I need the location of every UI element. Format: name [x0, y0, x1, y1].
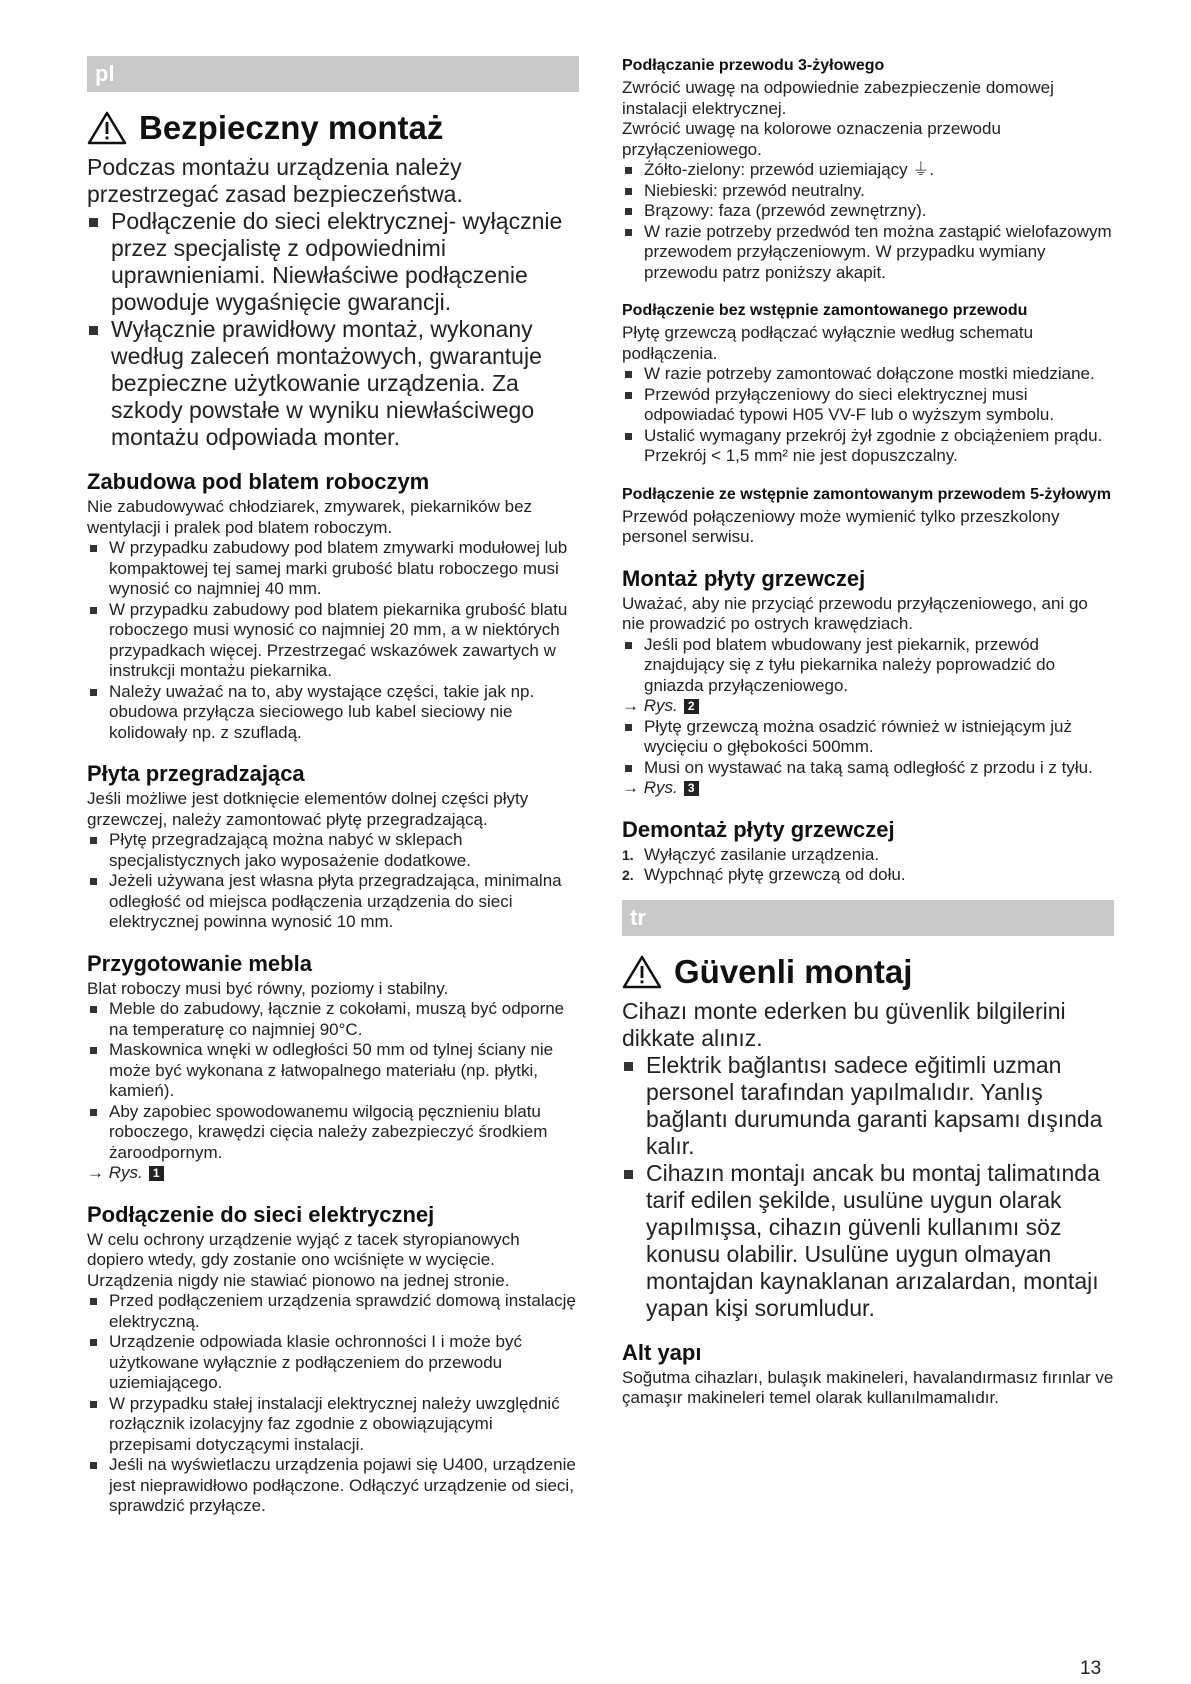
numbered-list [622, 845, 1114, 886]
heading-bez: Podłączenie bez wstępnie zamontowanego przewodu [622, 302, 1028, 319]
list-item: Urządzenie odpowiada klasie ochronności I i może być użytkowane wyłącznie z podłączeniem do przewodu uziemiającego. [87, 1332, 579, 1394]
step-text: Wypchnąć płytę grzewczą od dołu. [644, 865, 906, 884]
bullet-list [622, 160, 1114, 283]
intro-text: Podczas montażu urządzenia należy przestrzegać zasad bezpieczeństwa. [87, 154, 463, 207]
figure-number-badge: 1 [149, 1166, 164, 1181]
list-item: Płytę przegradzającą można nabyć w sklepach specjalistycznych jako wyposażenie dodatkowe. [87, 830, 579, 871]
step-number: 1. [622, 846, 634, 863]
bullet-list [622, 635, 1114, 697]
figure-number-badge: 3 [684, 781, 699, 796]
paragraph: W celu ochrony urządzenie wyjąć z tacek styropianowych dopiero wtedy, gdy zostanie ono wciśnięte w wycięcie. Urządzenia nigdy nie stawiać pionowo na jednej stronie. [87, 1229, 520, 1290]
language-bar-tr: tr [622, 900, 1114, 936]
paragraph: Jeśli możliwe jest dotknięcie elementów dolnej części płyty grzewczej, należy zamontować płytę przegradzającą. [87, 789, 529, 829]
paragraph: Płytę grzewczą podłączać wyłącznie według schematu podłączenia. [622, 323, 1034, 363]
section-title-tr [622, 952, 1114, 992]
list-item: Należy uważać na to, aby wystające części, takie jak np. obudowa przyłącza sieciowego lub kabel sieciowy nie kolidowały np. z szufladą. [87, 682, 579, 744]
list-item: Jeśli pod blatem wbudowany jest piekarnik, przewód znajdujący się z tyłu piekarnika należy poprowadzić do gniazda przyłączeniowego. [622, 635, 1114, 697]
figure-ref-label: → Rys. [622, 778, 678, 797]
figure-ref-label: → Rys. [622, 696, 678, 715]
heading-zabudowa: Zabudowa pod blatem roboczym [87, 469, 430, 494]
warning-icon [87, 111, 127, 145]
bullet-list [87, 538, 579, 743]
list-item: Jeżeli używana jest własna płyta przegradzająca, minimalna odległość od miejsca podłączenia urządzenia do sieci elektrycznej powinna wynosić 10 mm. [87, 871, 579, 933]
list-item: W razie potrzeby zamontować dołączone mostki miedziane. [622, 364, 1114, 385]
list-item: Niebieski: przewód neutralny. [622, 181, 1114, 202]
list-item: Wyłącznie prawidłowy montaż, wykonany według zaleceń montażowych, gwarantuje bezpieczne użytkowanie urządzenia. Za szkody powstałe w wyniku niewłaściwego montażu odpowiada monter. [87, 316, 579, 451]
paragraph: Uważać, aby nie przyciąć przewodu przyłączeniowego, ani go nie prowadzić po ostrych krawędziach. [622, 593, 1088, 633]
heading-montaz: Montaż płyty grzewczej [622, 565, 866, 591]
warning-icon [622, 955, 662, 989]
figure-reference [622, 778, 1114, 799]
intro-list [622, 1052, 1114, 1322]
step-item [622, 865, 1114, 886]
left-column [87, 56, 579, 1517]
page-title: Bezpieczny montaż [139, 109, 444, 146]
paragraph: Zwrócić uwagę na odpowiednie zabezpieczenie domowej instalacji elektrycznej. [622, 78, 1054, 118]
figure-reference [622, 696, 1114, 717]
heading-przewod3: Podłączanie przewodu 3-żyłowego [622, 57, 885, 74]
heading-mebla: Przygotowanie mebla [87, 950, 312, 976]
figure-reference [87, 1163, 579, 1184]
figure-number-badge: 2 [684, 699, 699, 714]
list-item: Przed podłączeniem urządzenia sprawdzić domową instalację elektryczną. [87, 1291, 579, 1332]
bullet-list [87, 999, 579, 1163]
list-item: Meble do zabudowy, łącznie z cokołami, muszą być odporne na temperaturę co najmniej 90°C. [87, 999, 579, 1040]
list-item: Elektrik bağlantısı sadece eğitimli uzman personel tarafından yapılmalıdır. Yanlış bağlantı durumunda garanti kapsamı dışında kalır. [622, 1052, 1114, 1160]
step-item [622, 845, 1114, 866]
page-number: 13 [1080, 1658, 1102, 1679]
bullet-list [622, 717, 1114, 779]
paragraph: Zwrócić uwagę na kolorowe oznaczenia przewodu przyłączeniowego. [622, 119, 1001, 159]
list-item: Ustalić wymagany przekrój żył zgodnie z obciążeniem prądu. Przekrój < 1,5 mm² nie jest dopuszczalny. [622, 426, 1114, 467]
intro-list [87, 208, 579, 451]
step-number: 2. [622, 867, 634, 883]
bullet-list [87, 1291, 579, 1517]
list-item: Cihazın montajı ancak bu montaj talimatında tarif edilen şekilde, usulüne uygun olarak yapılmışsa, cihazın güvenli kullanımı söz konusu olabilir. Usulüne uygun olmayan montajdan kaynaklanan arızalardan, montajı yapan kişi sorumludur. [622, 1160, 1114, 1322]
bullet-list [87, 830, 579, 933]
list-item: Podłączenie do sieci elektrycznej- wyłącznie przez specjalistę z odpowiednimi uprawnieniami. Niewłaściwe podłączenie powoduje wygaśnięcie gwarancji. [87, 208, 579, 316]
list-item: Musi on wystawać na taką samą odległość z przodu i z tyłu. [622, 758, 1114, 779]
heading-ze: Podłączenie ze wstępnie zamontowanym przewodem 5-żyłowym [622, 485, 1112, 503]
heading-plyta: Płyta przegradzająca [87, 761, 305, 786]
list-item: Brązowy: faza (przewód zewnętrzny). [622, 201, 1114, 222]
section-title-pl [87, 108, 579, 148]
list-item: Jeśli na wyświetlaczu urządzenia pojawi się U400, urządzenie jest nieprawidłowo podłączone. Odłączyć urządzenie od sieci, sprawdzić przyłącze. [87, 1455, 579, 1517]
list-item: Płytę grzewczą można osadzić również w istniejącym już wycięciu o głębokości 500mm. [622, 717, 1114, 758]
language-bar-pl: pl [87, 56, 579, 92]
paragraph: Przewód połączeniowy może wymienić tylko przeszkolony personel serwisu. [622, 506, 1060, 546]
heading-siec: Podłączenie do sieci elektrycznej [87, 1201, 435, 1227]
step-text: Wyłączyć zasilanie urządzenia. [644, 844, 880, 864]
paragraph: Blat roboczy musi być równy, poziomy i stabilny. [87, 978, 449, 998]
list-item: Przewód przyłączeniowy do sieci elektrycznej musi odpowiadać typowi H05 VV-F lub o wyższym symbolu. [622, 385, 1114, 426]
section-title: Güvenli montaj [674, 952, 913, 990]
intro-text: Cihazı monte ederken bu güvenlik bilgilerini dikkate alınız. [622, 997, 1066, 1051]
heading-alt-yapi: Alt yapı [622, 1339, 702, 1365]
paragraph: Soğutma cihazları, bulaşık makineleri, havalandırmasız fırınlar ve çamaşır makineleri temel olarak kullanılmamalıdır. [622, 1367, 1114, 1407]
right-column [622, 56, 1114, 1409]
list-item: Maskownica wnęki w odległości 50 mm od tylnej ściany nie może być wykonana z łatwopalnego materiału (np. płytki, kamień). [87, 1040, 579, 1102]
list-item: W przypadku stałej instalacji elektrycznej należy uwzględnić rozłącznik izolacyjny faz zgodnie z obowiązującymi przepisami dotyczącymi instalacji. [87, 1394, 579, 1456]
list-item: Żółto-zielony: przewód uziemiający ⏚. [622, 160, 1114, 181]
bullet-list [622, 364, 1114, 467]
list-item: W przypadku zabudowy pod blatem piekarnika grubość blatu roboczego musi wynosić co najmniej 20 mm, a w niektórych przypadkach więcej. Przestrzegać wskazówek zawartych w instrukcji montażu piekarnika. [87, 600, 579, 682]
heading-demontaz: Demontaż płyty grzewczej [622, 816, 895, 842]
list-item: Aby zapobiec spowodowanemu wilgocią pęcznieniu blatu roboczego, krawędzi cięcia należy zabezpieczyć środkiem żaroodpornym. [87, 1102, 579, 1164]
figure-ref-label: → Rys. [87, 1163, 143, 1182]
list-item: W razie potrzeby przedwód ten można zastąpić wielofazowym przewodem przyłączeniowym. W przypadku wymiany przewodu patrz poniższy akapit. [622, 222, 1114, 284]
list-item: W przypadku zabudowy pod blatem zmywarki modułowej lub kompaktowej tej samej marki grubość blatu roboczego musi wynosić co najmniej 40 mm. [87, 538, 579, 600]
paragraph: Nie zabudowywać chłodziarek, zmywarek, piekarników bez wentylacji i pralek pod blatem roboczym. [87, 497, 533, 537]
